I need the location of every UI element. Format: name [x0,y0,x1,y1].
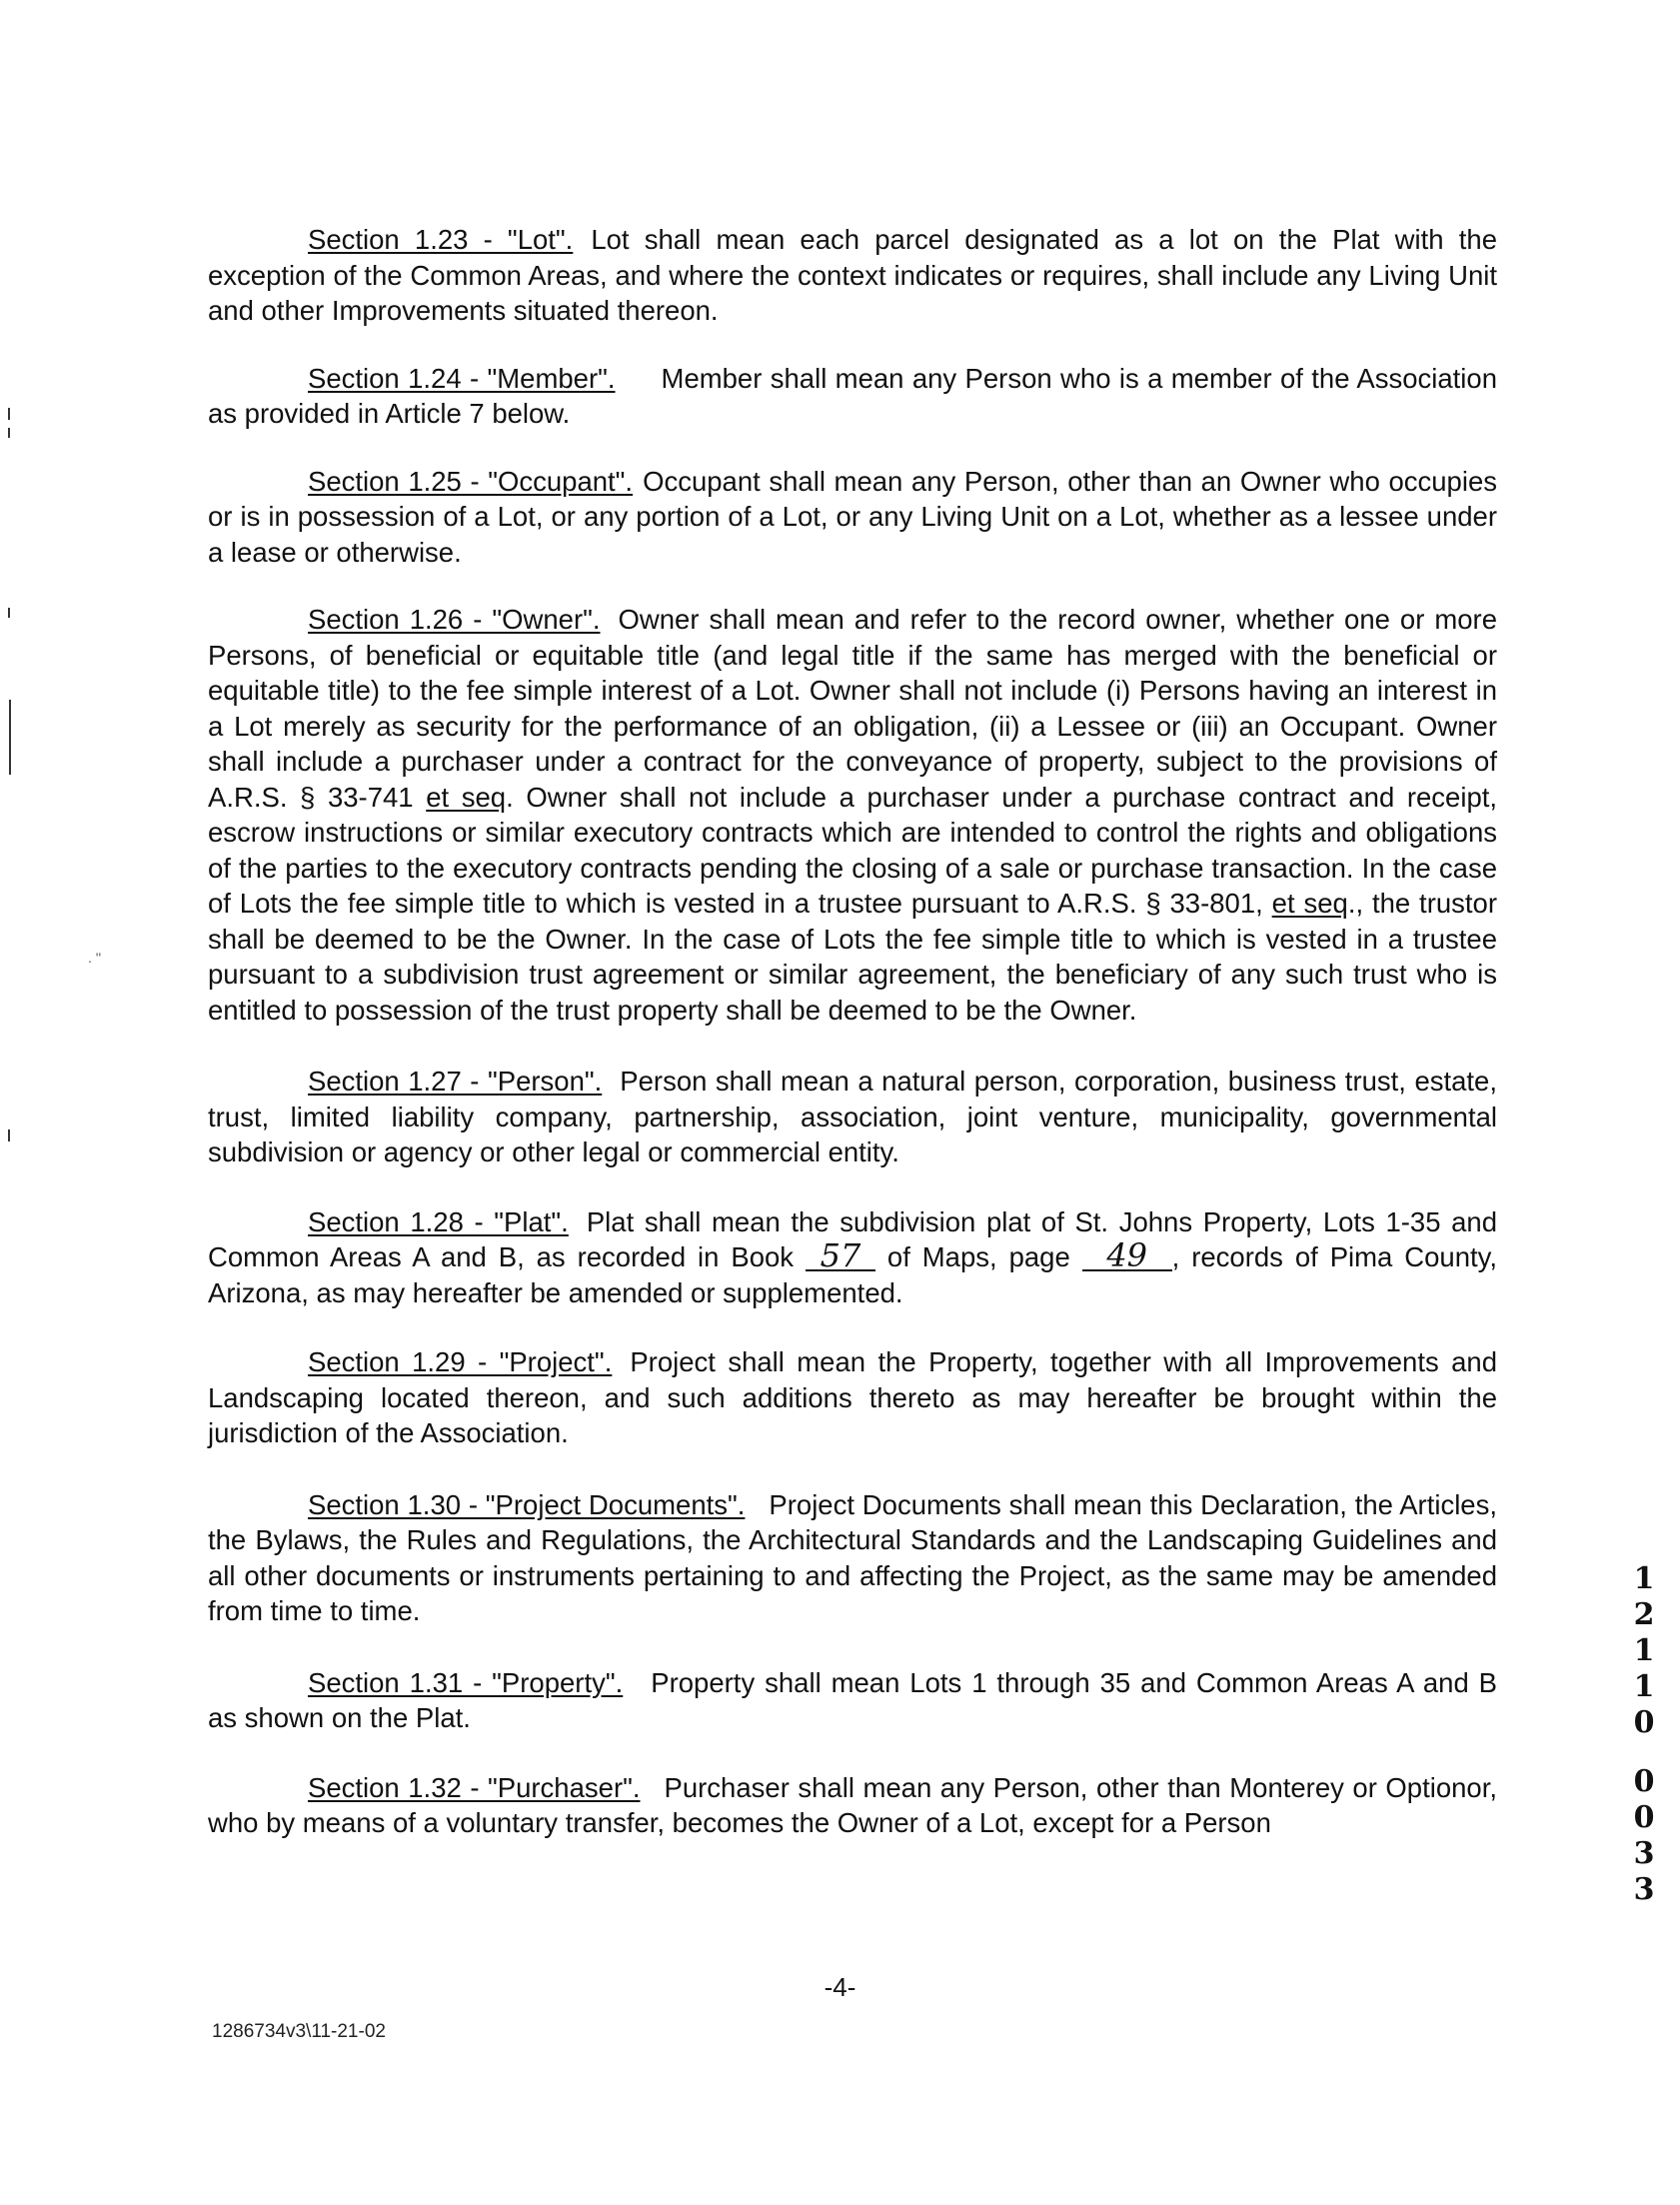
section-text: Property shall mean Lots 1 through 35 and Common Areas A and B as shown on the Plat. [208,1666,1498,1733]
stamp-digit: 1 [1633,1633,1655,1668]
section-text: Lot shall mean each parcel designated as a lot on the Plat with the exception of the Common Areas, and where the context indicates or requires, shall include any Living Unit and other Improvements situated thereon. [208,224,1497,326]
stamp-digit: 3 [1633,1872,1655,1907]
page-number: -4- [824,1972,856,2002]
section-1-23 [208,222,1497,329]
scan-mark [8,428,10,438]
scan-mark [8,608,10,618]
stamp-digit: 2 [1633,1597,1655,1632]
section-heading: Section 1.30 - "Project Documents". [308,1488,746,1520]
recording-stamp-bottom [1624,1764,1664,1908]
document-code: 1286734v3\11-21-02 [212,2021,386,2042]
section-heading: Section 1.25 - "Occupant". [308,465,634,497]
scan-smudge: . '' [88,950,102,966]
book-number-handwritten: 57 [806,1241,875,1271]
section-heading: Section 1.28 - "Plat". [308,1205,569,1237]
section-text: Person shall mean a natural person, corporation, business trust, estate, trust, limited liability company, partnership, association, joint venture, municipality, governmental subdivision or agency or other legal or commercial entity. [208,1066,1497,1167]
section-1-30 [208,1487,1497,1629]
section-text: Member shall mean any Person who is a member of the Association as provided in Article 7 below. [208,362,1497,429]
stamp-digit: 1 [1633,1669,1655,1704]
section-heading: Section 1.27 - "Person". [308,1066,603,1097]
stamp-digit: 1 [1633,1561,1655,1596]
section-1-32 [208,1770,1497,1841]
section-heading: Section 1.31 - "Property". [308,1666,624,1698]
section-text: Project shall mean the Property, together with all Improvements and Landscaping located thereon, and such additions thereto as may hereafter be brought within the jurisdiction of the Association. [208,1346,1497,1448]
section-text: Plat shall mean the subdivision plat of St. Johns Property, Lots 1-35 and Common Areas A and B, as recorded in Book [208,1205,1497,1272]
section-1-25 [208,464,1497,571]
page-number-handwritten: 49 [1082,1241,1172,1271]
stamp-digit: 0 [1633,1800,1655,1835]
section-text: , records of Pima County, Arizona, as may hereafter be amended or supplemented. [208,1241,1498,1308]
section-heading: Section 1.24 - "Member". [308,362,616,394]
scan-mark [8,408,10,420]
section-1-24 [208,361,1497,432]
section-text: of Maps, page [886,1241,1070,1272]
section-heading: Section 1.32 - "Purchaser". [308,1771,641,1803]
section-text: ., the trustor shall be deemed to be the Owner. In the case of Lots the fee simple title to which is vested in a trustee pursuant to a subdivision trust agreement or similar agreement, the beneficiary of any such trust who is entitled to possession of the trust property shall be deemed to be the Owner. [208,888,1497,1026]
section-heading: Section 1.26 - "Owner". [308,604,601,635]
stamp-digit: 0 [1633,1764,1655,1799]
et-seq-citation: et seq [426,781,507,813]
document-body [208,222,1497,1841]
section-text: . Owner shall not include a purchaser under a purchase contract and receipt, escrow instructions or similar executory contracts which are intended to control the rights and obligations of the parties to the executory contracts pending the closing of a sale or purchase transaction. In the case of Lots the fee simple title to which is vested in a trustee pursuant to A.R.S. § 33-801, [208,781,1498,919]
section-1-31 [208,1665,1497,1736]
et-seq-citation: et seq [1271,888,1348,919]
section-text: Owner shall mean and refer to the record owner, whether one or more Persons, of beneficial or equitable title (and legal title if the same has merged with the beneficial or equitable title) to the fee simple interest of a Lot. Owner shall not include (i) Persons having an interest in a Lot merely as security for the performance of an obligation, (ii) a Lessee or (iii) an Occupant. Owner shall include a purchaser under a contract for the conveyance of property, subject to the provisions of A.R.S. § 33-741 [208,604,1497,813]
scan-mark [8,1129,10,1141]
section-heading: Section 1.29 - "Project". [308,1346,613,1377]
section-text: Purchaser shall mean any Person, other than Monterey or Optionor, who by means of a voluntary transfer, becomes the Owner of a Lot, except for a Person [208,1771,1497,1838]
section-text: Project Documents shall mean this Declaration, the Articles, the Bylaws, the Rules and Regulations, the Architectural Standards and the Landscaping Guidelines and all other documents or instruments pertaining to and affecting the Project, as the same may be amended from time to time. [208,1488,1497,1626]
recording-stamp-top [1624,1561,1664,1741]
margin-line [9,700,11,775]
section-text: Occupant shall mean any Person, other than an Owner who occupies or is in possession of a Lot, or any portion of a Lot, or any Living Unit on a Lot, whether as a lessee under a lease or otherwise. [208,465,1498,568]
stamp-digit: 3 [1633,1836,1655,1871]
section-1-28 [208,1204,1497,1311]
section-1-29 [208,1344,1497,1451]
section-heading: Section 1.23 - "Lot". [308,224,574,255]
section-1-26 [208,602,1497,1028]
stamp-digit: 0 [1633,1705,1655,1740]
section-1-27 [208,1064,1497,1170]
